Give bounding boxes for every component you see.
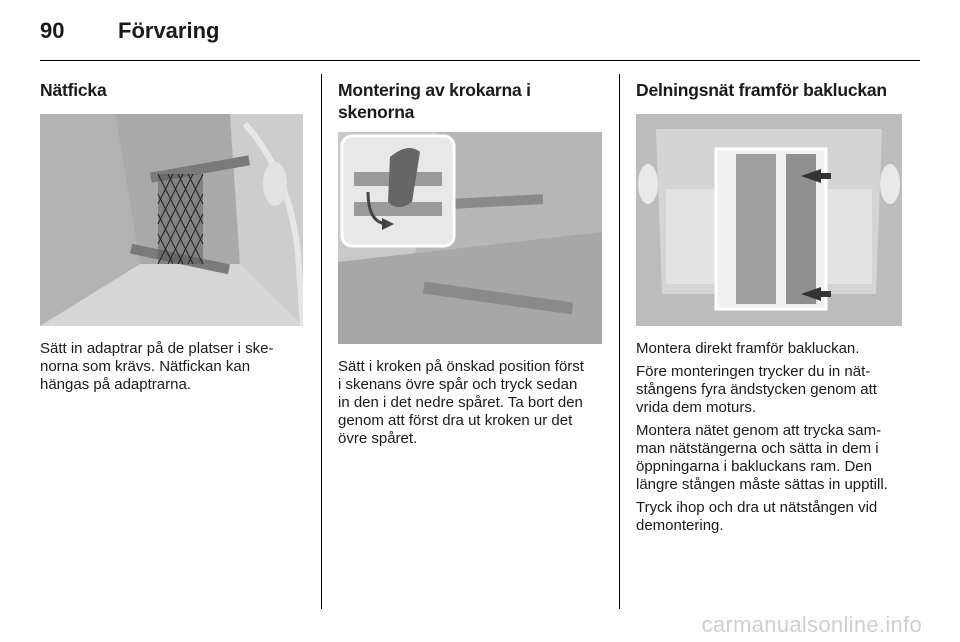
section-paragraph: Montera direkt framför bakluckan. [636, 340, 860, 357]
section-delningsnat [636, 74, 902, 540]
column-divider [321, 74, 322, 609]
hook-rail-mounting-illustration [338, 132, 602, 344]
section-paragraph: Sätt i kroken på önskad position först i skenans övre spår och tryck sedan in den i det nedre spåret. Ta bort den genom att först dra ut kroken ur det övre spåret. [338, 358, 584, 447]
page-number: 90 [40, 18, 65, 43]
section-krokar [338, 74, 602, 448]
column-divider [619, 74, 620, 609]
section-paragraph: Före monteringen trycker du in nät- stångens fyra ändstycken genom att vrida dem moturs. [636, 363, 877, 416]
section-natficka [40, 74, 303, 394]
section-paragraph: Tryck ihop och dra ut nätstången vid demontering. [636, 499, 878, 534]
cargo-net-pocket-illustration [40, 114, 303, 326]
partition-net-tailgate-illustration [636, 114, 902, 326]
section-heading: Nätficka [40, 80, 107, 100]
watermark-text: carmanualsonline.info [701, 612, 922, 637]
section-paragraph: Sätt in adaptrar på de platser i ske- norna som krävs. Nätfickan kan hängas på adaptrarna. [40, 340, 274, 393]
section-heading: Delningsnät framför bakluckan [636, 80, 887, 100]
chapter-title: Förvaring [118, 18, 220, 43]
header-divider [40, 60, 920, 61]
section-paragraph: Montera nätet genom att trycka sam- man nätstängerna och sätta in dem i öppningarna i bakluckans ram. Den längre stången måste sättas in upptill. [636, 422, 888, 493]
section-heading: Montering av krokarna i skenorna [338, 80, 531, 122]
